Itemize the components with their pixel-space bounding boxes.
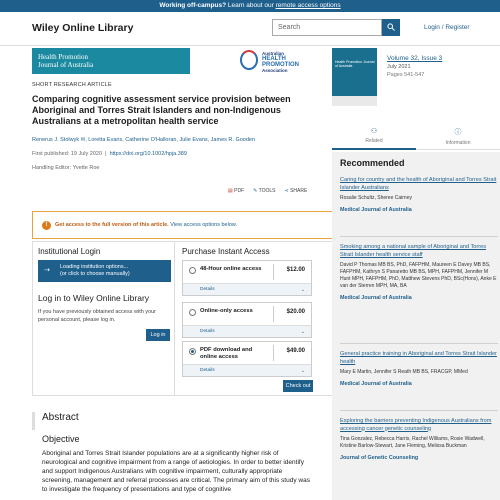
recommended-item-authors: David P Thomas MB BS, PhD, FAFPHM, Maureen E Davey MB BS, FAFPHM, Kathryn S Panaretto MB BS, MPH, FAFPHM, Jennifer M Hunt MPH, FAFPHM, PhD, Matthew Stevens PhD, BSc(Hons), Anke E van der Sterren MPH, MA, BA xyxy=(340,262,497,289)
network-icon: ⚇ xyxy=(370,128,378,135)
login-button[interactable]: Log in xyxy=(146,329,170,341)
banner-bold: Working off-campus? xyxy=(159,2,227,9)
recommended-item-title[interactable]: General practice training in Aboriginal and Torres Strait Islander health xyxy=(340,351,497,365)
chevron-down-icon: ⌄ xyxy=(300,287,305,293)
issue-pages: Pages 541-547 xyxy=(387,72,425,78)
purchase-option-48h[interactable] xyxy=(182,260,312,296)
institution-select-button[interactable] xyxy=(38,260,171,282)
option-price: $20.00 xyxy=(286,309,305,315)
option-name: Online-only access xyxy=(200,308,253,314)
ahpa-logo-icon xyxy=(240,50,258,70)
doi-link[interactable]: https://doi.org/10.1002/hpja.389 xyxy=(109,151,187,157)
option-name: 48-Hour online access xyxy=(200,266,262,272)
published-date: First published: 19 July 2020 xyxy=(32,151,103,157)
site-header xyxy=(0,12,500,46)
abstract-accent xyxy=(32,412,35,430)
handling-editor: Handling Editor: Yvette Roe xyxy=(32,165,100,171)
access-options-link[interactable]: View access options below. xyxy=(168,222,238,228)
abstract-heading: Abstract xyxy=(42,412,79,423)
recommended-item xyxy=(340,418,498,461)
access-bold: Get access to the full version of this article. xyxy=(55,222,169,228)
ahpa-line4: Association xyxy=(262,68,288,73)
wiley-login-description: If you have previously obtained access with your personal account, please log in. xyxy=(38,309,157,323)
sidebar-tabs xyxy=(332,126,500,150)
access-notice-text xyxy=(55,222,237,228)
tools-label: TOOLS xyxy=(258,188,276,194)
divider xyxy=(340,343,498,344)
cover-title: Health Promotion Journal of Australia xyxy=(335,60,375,68)
login-register-link[interactable]: Login / Register xyxy=(424,24,470,31)
option-details-toggle[interactable] xyxy=(183,364,311,376)
recommended-item-title[interactable]: Caring for country and the health of Aboriginal and Torres Strait Islander Australians xyxy=(340,177,497,191)
chevron-down-icon: ⌄ xyxy=(300,368,305,374)
search-icon xyxy=(387,23,395,31)
purchase-title: Purchase Instant Access xyxy=(182,247,270,256)
panel-divider xyxy=(174,241,175,396)
info-icon: ⓘ xyxy=(454,129,462,136)
details-label: Details xyxy=(200,329,215,334)
option-separator xyxy=(273,345,274,361)
tab-related-label: Related xyxy=(365,138,383,144)
divider xyxy=(340,410,498,411)
remote-access-link[interactable]: remote access options xyxy=(275,2,341,9)
radio-48h[interactable] xyxy=(189,267,196,274)
share-label: SHARE xyxy=(290,188,308,194)
radio-online[interactable] xyxy=(189,309,196,316)
ahpa-line1: Australian xyxy=(262,51,285,56)
journal-name xyxy=(32,48,190,74)
radio-pdf[interactable] xyxy=(189,348,196,355)
remote-access-banner xyxy=(0,0,500,12)
arrow-right-icon: ⇢ xyxy=(44,267,50,274)
recommended-heading: Recommended xyxy=(340,158,405,168)
article-actions xyxy=(228,188,307,194)
divider xyxy=(340,236,498,237)
option-price: $12.00 xyxy=(286,267,305,273)
recommended-item-title[interactable]: Smoking among a national sample of Aboriginal and Torres Strait Islander health service staff xyxy=(340,244,487,258)
institution-button-line2: (or click to choose manually) xyxy=(60,271,130,277)
publication-info: First published: 19 July 2020 | https://doi.org/10.1002/hpja.389 xyxy=(32,151,187,157)
tools-button[interactable] xyxy=(253,188,275,194)
recommended-item-title[interactable]: Exploring the barriers preventing Indigenous Australians from accessing cancer genetic counseling xyxy=(340,418,492,432)
recommended-item-authors: Rosalie Schultz, Sheree Cairney xyxy=(340,195,412,201)
tab-related[interactable] xyxy=(332,126,416,150)
wrench-icon: ✎ xyxy=(253,188,258,194)
abstract-text: Aboriginal and Torres Strait Islander populations are at a significantly higher risk of neurological and cognitive impairment from a range of aetiologies. In order to better identify and support Indigenous Australians with cognitive impairment, culturally appropriate screening, management and referral processes are critical. The primary aim of this study was to investigate the frequency of presentations and type of cognitive xyxy=(42,450,310,493)
ahpa-line2: HEALTH xyxy=(262,56,286,62)
share-icon: ⋖ xyxy=(284,188,289,194)
pdf-icon: ▤ xyxy=(228,188,233,194)
option-details-toggle[interactable] xyxy=(183,325,311,337)
checkout-button[interactable]: Check out xyxy=(283,380,313,392)
option-details-toggle[interactable] xyxy=(183,283,311,295)
journal-name-line1: Health Promotion xyxy=(38,53,88,61)
tab-information[interactable] xyxy=(416,126,500,150)
warning-icon: ! xyxy=(42,221,51,230)
partner-logo xyxy=(190,48,299,74)
recommended-item-journal[interactable]: Medical Journal of Australia xyxy=(340,207,412,213)
pdf-label: PDF xyxy=(234,188,245,194)
issue-date: July 2021 xyxy=(387,64,411,70)
article-title: Comparing cognitive assessment service provision between Aboriginal and Torres Strait Islanders and non-Indigenous Australians at a metropolitan health service xyxy=(32,94,291,126)
journal-banner[interactable] xyxy=(32,48,299,74)
ahpa-line3: PROMOTION xyxy=(262,62,299,68)
option-separator xyxy=(273,306,274,322)
recommended-item-journal[interactable]: Medical Journal of Australia xyxy=(340,295,412,301)
journal-name-line2: Journal of Australia xyxy=(38,61,94,69)
share-button[interactable] xyxy=(285,188,308,194)
article-type: SHORT RESEARCH ARTICLE xyxy=(32,82,112,88)
recommended-item-journal[interactable]: Medical Journal of Australia xyxy=(340,381,412,387)
purchase-option-online[interactable] xyxy=(182,302,312,338)
journal-cover[interactable] xyxy=(332,48,377,106)
recommended-item xyxy=(340,351,498,387)
option-name: PDF download and online access xyxy=(200,347,253,360)
ahpa-logo-text xyxy=(262,51,299,73)
access-notice xyxy=(32,211,347,239)
recommended-item-journal[interactable]: Journal of Genetic Counseling xyxy=(340,455,419,461)
tab-information-label: Information xyxy=(445,140,471,146)
details-label: Details xyxy=(200,368,215,373)
objective-heading: Objective xyxy=(42,434,80,444)
recommended-item xyxy=(340,177,498,213)
recommended-item-authors: Mary E Martin, Jennifer S Reath MB BS, FRACGP, MMed xyxy=(340,369,468,375)
institution-button-line1: Loading institution options... xyxy=(60,264,129,270)
pdf-button[interactable] xyxy=(228,188,244,194)
search-input[interactable]: Search xyxy=(272,19,382,36)
recommended-item xyxy=(340,244,498,301)
cover-strip xyxy=(332,96,377,106)
issue-link[interactable]: Volume 32, Issue 3 xyxy=(387,55,443,62)
details-label: Details xyxy=(200,287,215,292)
chevron-down-icon: ⌄ xyxy=(300,329,305,335)
author-list[interactable]: Renerus J. Stolwyk ✉, Loretta Evans, Catherine O'Halloran, Julie Evans, James R. Gooden xyxy=(32,137,256,143)
wiley-login-title: Log in to Wiley Online Library xyxy=(38,293,150,303)
purchase-option-pdf[interactable] xyxy=(182,341,312,377)
wiley-logo[interactable]: Wiley Online Library xyxy=(32,22,134,34)
search-button[interactable] xyxy=(382,19,400,36)
option-price: $49.00 xyxy=(286,348,305,354)
option-separator xyxy=(273,264,274,280)
institutional-login-title: Institutional Login xyxy=(38,247,101,256)
recommended-item-authors: Tina Gonzalez, Rebecca Harris, Rachel Williams, Rosie Wadwell, Kristine Barlow-Stewart, Jane Fleming, Melissa Buckman xyxy=(340,436,485,449)
banner-text: Learn about our xyxy=(226,2,276,9)
